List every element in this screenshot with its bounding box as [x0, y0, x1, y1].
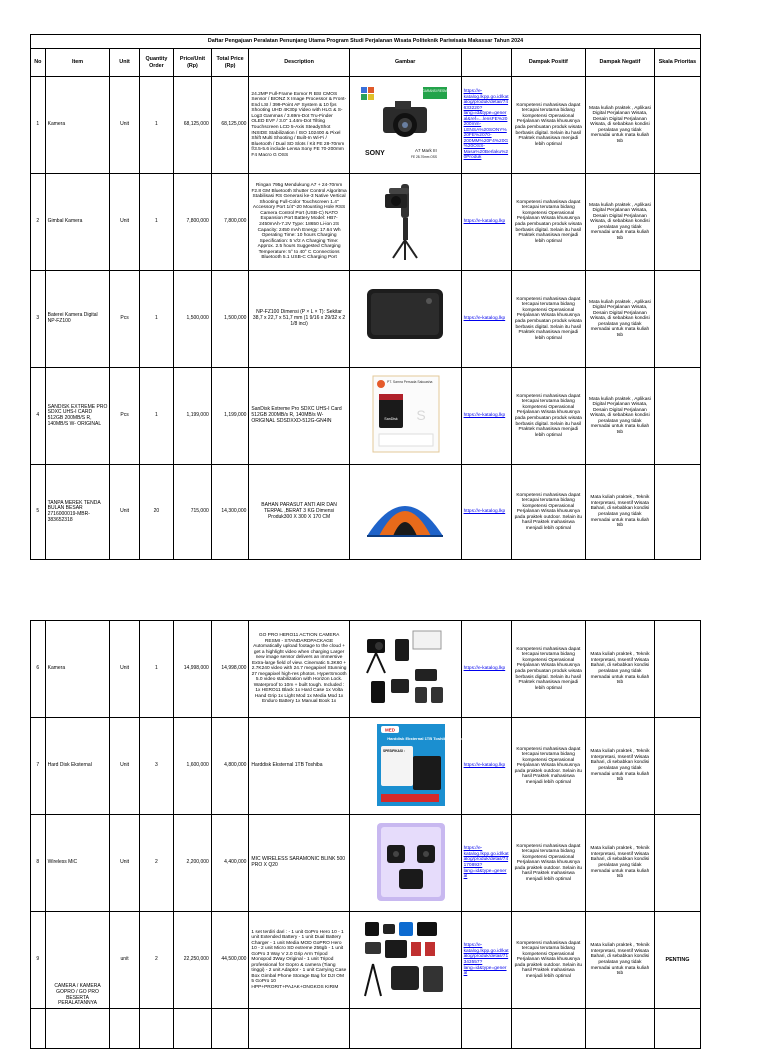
katalog-link[interactable]: https://e-katalog.lkpp.go.id/katalog/produk/detail/71343557?lang=id&type=general	[461, 912, 511, 1009]
dampak-positif	[511, 1009, 585, 1049]
skala-prioritas	[654, 271, 700, 368]
row-item: Kamera	[45, 621, 110, 718]
row-unit: Unit	[110, 815, 139, 912]
skala-prioritas	[654, 621, 700, 718]
seller-text: PT. Samra Persada Sakuasha	[387, 379, 433, 384]
skala-prioritas	[654, 1009, 700, 1049]
dampak-positif: Kompetensi mahasiswa dapat tercapai terutama bidang kompetensi Operasional Perjalanan Wisata khususnya pada pembuatan produk wisata berbasis digital. Selain itu hasil Praktek mahasiswa menjadi lebih optimal	[511, 621, 585, 718]
row-qty	[139, 1009, 173, 1049]
row-no: 5	[31, 465, 46, 560]
product-image-cell	[349, 912, 461, 1009]
row-total: 68,125,000	[211, 77, 249, 174]
product-image-cell	[349, 77, 461, 174]
skala-prioritas	[654, 368, 700, 465]
row-price: 1,199,000	[174, 368, 212, 465]
katalog-link[interactable]: https://e-katalog.lkp	[461, 174, 511, 271]
katalog-link[interactable]: https://e-katalog.lkp	[461, 271, 511, 368]
procurement-table-page-1	[30, 34, 701, 560]
product-image-cell	[349, 271, 461, 368]
lens-text: FE 28-70mm OSS	[411, 154, 438, 159]
katalog-link[interactable]: https://e-katalog.lkpp.go.id/katalog/produk/detail/74633220?lang=id&type=general&ref=...lensFE%20200mm-LENSA%20SONY%20FE%2070-200MM%20F4%20G%20OSS-Masa%20Berlaku%20Produk	[461, 77, 511, 174]
row-description: GO PRO HERO11 ACTION CAMERA RESMI - STANDARDPACKAGE Automatically upload footage to the cloud + get a highlight video when charging Larger new image sensor delivers an immersive Extra-large field of view. Cinematic 5.3K60 + 2.7K240 video with 24.7 megapixel Stunning 27 megapixel high-res photos. HyperSmooth 5.0 video stabilization with Horizon Lock. Waterproof to 10m + built tough. Included : 1x HERO11 Black 1x Hard Case 1x Volta Hand Grip 1x Light Mod 1x Media Mod 1x Enduro Battery 1x Manual Book 1x	[249, 621, 349, 718]
table-row	[31, 174, 701, 271]
row-no: 2	[31, 174, 46, 271]
row-item: Hard Disk Eksternal	[45, 718, 110, 815]
logo-text: MED	[385, 727, 396, 733]
table-row	[31, 465, 701, 560]
row-no: 7	[31, 718, 46, 815]
row-description: 1 set terdiri dari : - 1 unit GoPro Hero 10 - 1 unit Extended Battery - 1 unit Dual Battery Charger - 1 unit Media MOD GoPRO Hero 10 - 2 unit Micro SD extreme 256gb - 1 unit GoPro 3 Way V 2.0 Grip Arm Tripod Monopod 3Way Original - 1 unit Tripod professional for Gopro & camera (Tiang tinggi) - 2 unit Adaptor - 1 unit Carrying Case Box Gimbal Phone Storage Bag for DJI OM 5 GoPro 10 HPP+PRORIT+PAJAK+ONGKOS KIRIM	[249, 912, 349, 1009]
row-price: 1,500,000	[174, 271, 212, 368]
gimbal-image	[359, 178, 451, 267]
table-row	[31, 621, 701, 718]
row-description: Harddisk Eksternal 1TB Toshiba	[249, 718, 349, 815]
dampak-negatif: Mata kuliah praktek , Aplikasi Digital Perjalanan Wisata, Desain Digital Perjalanan Wisata, di sebabkan kondisi peralatan yang tidak memadai untuk mata kuliah tsb	[585, 368, 654, 465]
table-row	[31, 815, 701, 912]
row-description: Ringan 795g Mendukung A7 + 24-70mm F2.8 GM Bluetooth Shutter Control Algoritma Stabilisasi RS Generasi ke-3 Native Vertical Shooting Full-Color Touchscreen 1.4" Accessory Port 1/4"-20 Mounting Hole RSS Camera Control Port (USB-C) NATO Expansion Port Battery Model: HB7-2450mAh-7.2V Type: 18650 Li-ion 2S Capacity: 2450 mAh Energy: 17.64 Wh Operating Time: 10 hours Charging Specification: 5 V/2 A Charging Time: Approx. 2.5 hours Suggested Charging Temperature: 5° to 40° C Connections Bluetooth 5.1 USB-C Charging Port	[249, 174, 349, 271]
dampak-negatif: Mata kuliah praktek , Teknik Interpretasi, Insentif Wisata Bahari, di sebabkan kondisi peralatan yang tidak memadai untuk mata kuliah tsb	[585, 465, 654, 560]
row-item: CAMERA / KAMERA GOPRO / GO PRO BESERTA PERALATANNYA	[45, 912, 110, 1009]
dampak-positif: Kompetensi mahasiswa dapat tercapai terutama bidang kompetensi Operasional Perjalanan Wisata khususnya pada praktek outdoor. Selain itu hasil Praktek mahasiswa menjadi lebih optimal	[511, 912, 585, 1009]
katalog-link[interactable]: https://e-katalog.lkpp.go.id/katalog/produk/detail/74170893?lang=id&type=general	[461, 815, 511, 912]
dampak-positif: Kompetensi mahasiswa dapat tercapai terutama bidang kompetensi Operasional Perjalanan Wisata khususnya pada pembuatan produk wisata berbasis digital. Selain itu hasil Praktek mahasiswa menjadi lebih optimal	[511, 271, 585, 368]
row-qty: 1	[139, 77, 173, 174]
product-image-cell	[349, 174, 461, 271]
row-description	[249, 1009, 349, 1049]
katalog-link[interactable]: https://e-katalog.lkp	[461, 718, 511, 815]
table-row	[31, 1009, 701, 1049]
skala-prioritas: PENTING	[654, 912, 700, 1009]
product-image-cell	[349, 368, 461, 465]
row-qty: 1	[139, 368, 173, 465]
sony-camera-image	[359, 81, 451, 170]
katalog-link	[461, 1009, 511, 1049]
dampak-positif: Kompetensi mahasiswa dapat tercapai terutama bidang kompetensi Operasional Perjalanan Wisata khususnya pada praktek outdoor. Selain itu hasil Praktek mahasiswa menjadi lebih optimal	[511, 815, 585, 912]
header-unit: Unit	[110, 49, 139, 77]
row-qty: 2	[139, 912, 173, 1009]
row-item: TANPA MEREK TENDA BULAN BESAR 2716000019-MBR-383652318	[45, 465, 110, 560]
skala-prioritas	[654, 718, 700, 815]
product-image-cell	[349, 718, 461, 815]
katalog-link[interactable]: https://e-katalog.lkp	[461, 368, 511, 465]
row-qty: 1	[139, 271, 173, 368]
row-qty: 20	[139, 465, 173, 560]
row-item: Wireless MiC	[45, 815, 110, 912]
header-dampak-negatif: Dampak Negatif	[585, 49, 654, 77]
row-item: Kamera	[45, 77, 110, 174]
katalog-link[interactable]: https://e-katalog.lkp	[461, 465, 511, 560]
row-price	[174, 1009, 212, 1049]
gopro-accessories-image	[359, 916, 451, 1005]
row-qty: 1	[139, 174, 173, 271]
dampak-negatif: Mata kuliah praktek , Teknik Interpretasi, Insentif Wisata Bahari, di sebabkan kondisi peralatan yang tidak memadai untuk mata kuliah tsb	[585, 621, 654, 718]
wireless-mic-image	[359, 819, 451, 908]
product-image-cell	[349, 1009, 461, 1049]
table-row	[31, 271, 701, 368]
row-no: 6	[31, 621, 46, 718]
table-row	[31, 718, 701, 815]
row-total: 14,300,000	[211, 465, 249, 560]
row-item: Gimbal Kamera	[45, 174, 110, 271]
brand-text: SONY	[365, 149, 385, 157]
dampak-negatif: Mata kuliah praktek , Teknik Interpretasi, Insentif Wisata Bahari, di sebabkan kondisi peralatan yang tidak memadai untuk mata kuliah tsb	[585, 912, 654, 1009]
row-price: 22,250,000	[174, 912, 212, 1009]
row-item: SANDISK EXTREME PRO SDXC UHS-I CARD 512GB 200MB/S R, 140MB/S W- ORIGINAL	[45, 368, 110, 465]
badge-text: GARANSI RESMI	[422, 88, 448, 93]
battery-image	[359, 275, 451, 364]
row-price: 1,600,000	[174, 718, 212, 815]
row-no: 8	[31, 815, 46, 912]
header-total: Total Price (Rp)	[211, 49, 249, 77]
header-link	[461, 49, 511, 77]
row-description: SanDisk Extreme Pro SDXC UHS-I Card 512GB 200MB/s R, 140MB/s W- ORIGINAL SDSDXXD-512G-GN4IN	[249, 368, 349, 465]
model-text: A7 Mark III	[415, 147, 437, 153]
row-unit: Unit	[110, 465, 139, 560]
header-price: Price/Unit (Rp)	[174, 49, 212, 77]
dampak-negatif: Mata kuliah praktek , Aplikasi Digital Perjalanan Wisata, Desain Digital Perjalanan Wisata, di sebabkan kondisi peralatan yang tidak memadai untuk mata kuliah tsb	[585, 77, 654, 174]
row-qty: 2	[139, 815, 173, 912]
tent-image	[359, 468, 451, 557]
row-no: 9	[31, 912, 46, 1009]
header-dampak-positif: Dampak Positif	[511, 49, 585, 77]
skala-prioritas	[654, 815, 700, 912]
row-description: 24.2MP Full-Frame Exmor R BSI CMOS Sensor / BIONZ X Image Processor & Front-End LSI / 399-Point AF System & 10 fps Shooting UHD 4K30p Video with HLG & S-Log3 Gammas / 3.69m-Dot Tru-Finder OLED EVF / 3.0" 1.44m-Dot Tilting Touchscreen LCD 5-Axis SteadyShot INSIDE Stabilization / ISO 102400 & Pixel Shift Multi Shooting / Built-In Wi-Fi / Bluetooth / Dual SD Slots / Kit FE 28-70mm f/3.5-5.6 include Lensa Sony FE 70-200mm F4 Macro G OSS	[249, 77, 349, 174]
table-title: Daftar Pengajuan Peralatan Penunjang Utama Program Studi Perjalanan Wisata Politeknik Pariwisata Makassar Tahun 2024	[31, 35, 701, 49]
row-unit	[110, 1009, 139, 1049]
skala-prioritas	[654, 174, 700, 271]
gopro-kit-image	[359, 625, 451, 714]
dampak-negatif: Mata kuliah praktek , Aplikasi Digital Perjalanan Wisata, Desain Digital Perjalanan Wisata, di sebabkan kondisi peralatan yang tidak memadai untuk mata kuliah tsb	[585, 174, 654, 271]
row-price: 14,998,000	[174, 621, 212, 718]
row-total: 44,500,000	[211, 912, 249, 1009]
row-price: 7,800,000	[174, 174, 212, 271]
table-row	[31, 912, 701, 1009]
dampak-positif: Kompetensi mahasiswa dapat tercapai terutama bidang kompetensi Operasional Perjalanan Wisata khususnya pada pembuatan produk wisata berbasis digital. Selain itu hasil Praktek mahasiswa menjadi lebih optimal	[511, 77, 585, 174]
card-text: SanDisk	[384, 416, 398, 421]
row-unit: Unit	[110, 621, 139, 718]
row-unit: Pcs	[110, 271, 139, 368]
row-unit: Unit	[110, 718, 139, 815]
header-description: Description	[249, 49, 349, 77]
dampak-negatif: Mata kuliah praktek , Aplikasi Digital Perjalanan Wisata, Desain Digital Perjalanan Wisata, di sebabkan kondisi peralatan yang tidak memadai untuk mata kuliah tsb	[585, 271, 654, 368]
row-no: 1	[31, 77, 46, 174]
product-image-cell	[349, 815, 461, 912]
dampak-negatif	[585, 1009, 654, 1049]
row-total: 7,800,000	[211, 174, 249, 271]
katalog-link[interactable]: https://e-katalog.lkp	[461, 621, 511, 718]
row-description: BAHAN PARASUT ANTI AIR DAN TERPAL ,BERAT 3 KG Dimensi Produk300 X 300 X 170 CM	[249, 465, 349, 560]
skala-prioritas	[654, 77, 700, 174]
product-image-cell	[349, 621, 461, 718]
header-skala-prioritas: Skala Prioritas	[654, 49, 700, 77]
row-unit: unit	[110, 912, 139, 1009]
spec-text: SPESIFIKASI :	[383, 748, 405, 753]
row-price: 2,200,000	[174, 815, 212, 912]
header-gambar: Gambar	[349, 49, 461, 77]
row-price: 68,125,000	[174, 77, 212, 174]
harddisk-image	[359, 722, 463, 811]
row-total: 1,199,000	[211, 368, 249, 465]
header-item: Item	[45, 49, 110, 77]
row-unit: Unit	[110, 77, 139, 174]
row-no	[31, 1009, 46, 1049]
dampak-negatif: Mata kuliah praktek , Teknik Interpretasi, Insentif Wisata Bahari, di sebabkan kondisi peralatan yang tidak memadai untuk mata kuliah tsb	[585, 718, 654, 815]
svg-text:S: S	[416, 406, 426, 423]
row-qty: 3	[139, 718, 173, 815]
header-no: No	[31, 49, 46, 77]
row-total: 14,998,000	[211, 621, 249, 718]
sd-card-image	[359, 372, 451, 461]
procurement-table-page-2	[30, 620, 701, 1049]
hdd-title: Harddisk Eksternal 1TB Toshiba Canvio	[387, 735, 463, 741]
product-image-cell	[349, 465, 461, 560]
row-description: NP-FZ100 Dimensi (P × L × T): Sekitar 38,7 x 22,7 x 51,7 mm (1 9/16 x 29/32 x 2 1/8 inci)	[249, 271, 349, 368]
row-item: Baterei Kamera Digital NP-FZ100	[45, 271, 110, 368]
row-unit: Unit	[110, 174, 139, 271]
row-no: 3	[31, 271, 46, 368]
row-item	[45, 1009, 110, 1049]
dampak-positif: Kompetensi mahasiswa dapat tercapai terutama bidang kompetensi Operasional Perjalanan Wisata khususnya pada praktek outdoor. Selain itu hasil Praktek mahasiswa menjadi lebih optimal	[511, 718, 585, 815]
dampak-positif: Kompetensi mahasiswa dapat tercapai terutama bidang kompetensi Operasional Perjalanan Wisata khususnya pada pembuatan produk wisata berbasis digital. Selain itu hasil Praktek mahasiswa menjadi lebih optimal	[511, 174, 585, 271]
row-no: 4	[31, 368, 46, 465]
row-unit: Pcs	[110, 368, 139, 465]
table-row	[31, 77, 701, 174]
row-total: 4,800,000	[211, 718, 249, 815]
row-total	[211, 1009, 249, 1049]
row-total: 1,500,000	[211, 271, 249, 368]
row-description: MIC WIRELESS SARAMONIC BLINK 500 PRO X Q20	[249, 815, 349, 912]
skala-prioritas	[654, 465, 700, 560]
row-qty: 1	[139, 621, 173, 718]
dampak-positif: Kompetensi mahasiswa dapat tercapai terutama bidang kompetensi Operasional Perjalanan Wisata khususnya pada praktek outdoor. Selain itu hasil Praktek mahasiswa menjadi lebih optimal	[511, 465, 585, 560]
table-row	[31, 368, 701, 465]
dampak-negatif: Mata kuliah praktek , Teknik Interpretasi, Insentif Wisata Bahari, di sebabkan kondisi peralatan yang tidak memadai untuk mata kuliah tsb	[585, 815, 654, 912]
dampak-positif: Kompetensi mahasiswa dapat tercapai terutama bidang kompetensi Operasional Perjalanan Wisata khususnya pada pembuatan produk wisata berbasis digital. Selain itu hasil Praktek mahasiswa menjadi lebih optimal	[511, 368, 585, 465]
row-price: 715,000	[174, 465, 212, 560]
header-qty: Quantity Order	[139, 49, 173, 77]
row-total: 4,400,000	[211, 815, 249, 912]
